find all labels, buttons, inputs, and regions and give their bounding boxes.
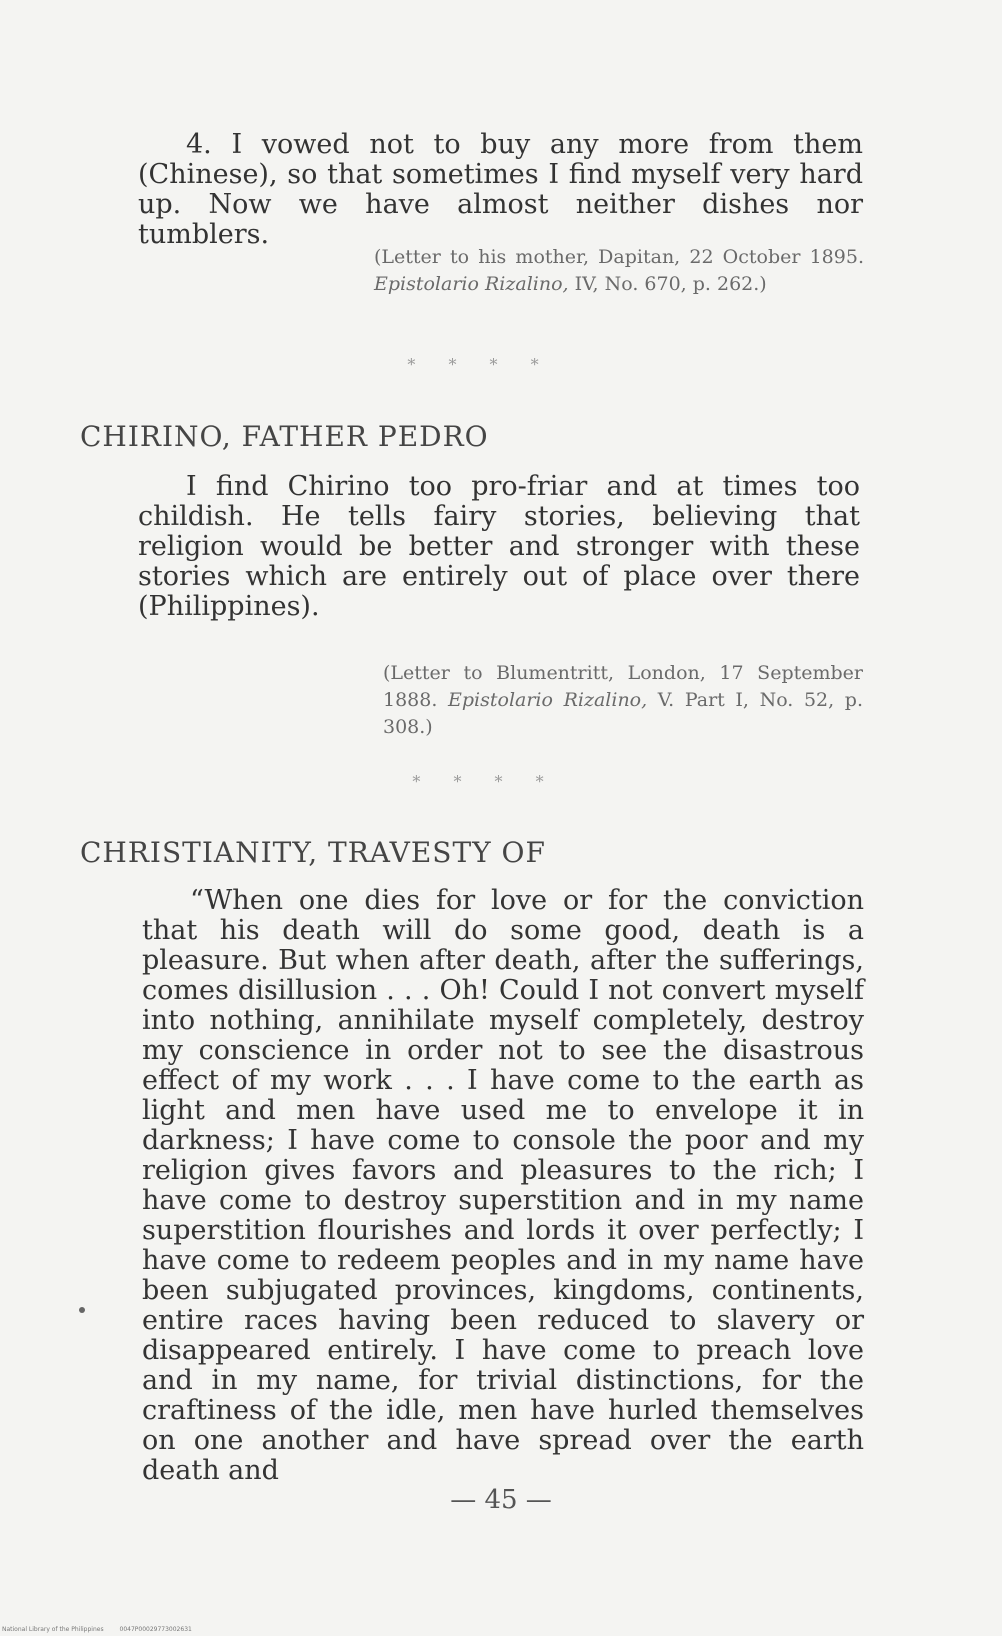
entry-4-text: 4. I vowed not to buy any more from them (Chinese), so that sometimes I find myself very hard up. Now we have almost neither dishes nor tumblers. bbox=[138, 129, 863, 250]
page-number: — 45 — bbox=[450, 1485, 552, 1515]
citation-title: Epistolario Rizalino, bbox=[448, 689, 648, 711]
citation-letter-to-blumentritt bbox=[383, 660, 863, 741]
citation-prefix: (Letter to Blumentritt, London, 17 September 1888. bbox=[383, 662, 863, 711]
citation-prefix: (Letter to his mother, Dapitan, 22 October 1895. bbox=[374, 246, 864, 268]
heading-christianity: CHRISTIANITY, TRAVESTY OF bbox=[80, 836, 546, 869]
citation-suffix: IV, No. 670, p. 262.) bbox=[568, 273, 767, 295]
scan-footer bbox=[2, 1626, 206, 1633]
citation-title: Epistolario Rizalino, bbox=[374, 273, 569, 295]
citation-suffix: V. Part I, No. 52, p. 308.) bbox=[383, 689, 863, 738]
christianity-text: “When one dies for love or for the conviction that his death will do some good, death is a pleasure. But when after death, after the sufferings, comes disillusion . . . Oh! Could I not convert myself into nothing, annihilate myself completely, destroy my conscience in order not to see the disastrous effect of my work . . . I have come to the earth as light and men have used me to envelope it in darkness; I have come to console the poor and my religion gives favors and pleasures to the rich; I have come to destroy superstition and in my name superstition flourishes and lords it over perfectly; I have come to redeem peoples and in my name have been subjugated provinces, kingdoms, continents, entire races having been reduced to slavery or disappeared entirely. I have come to preach love and in my name, for trivial distinctions, for the craftiness of the idle, men have hurled themselves on one another and have spread over the earth death and bbox=[142, 885, 864, 1486]
footer-code: 0047P00029773002631 bbox=[119, 1626, 192, 1633]
margin-dot bbox=[79, 1307, 85, 1313]
section-separator: * * * * bbox=[412, 772, 558, 791]
chirino-paragraph bbox=[138, 472, 860, 622]
footer-library: National Library of the Philippines bbox=[2, 1626, 104, 1633]
section-separator: * * * * bbox=[407, 355, 553, 374]
chirino-text: I find Chirino too pro-friar and at times too childish. He tells fairy stories, believing that religion would be better and stronger with these stories which are entirely out of place over there (Philippines). bbox=[138, 471, 860, 622]
citation-letter-to-mother bbox=[374, 244, 864, 298]
heading-chirino: CHIRINO, FATHER PEDRO bbox=[80, 420, 489, 453]
entry-4-paragraph bbox=[138, 130, 863, 250]
christianity-paragraph bbox=[142, 886, 864, 1486]
